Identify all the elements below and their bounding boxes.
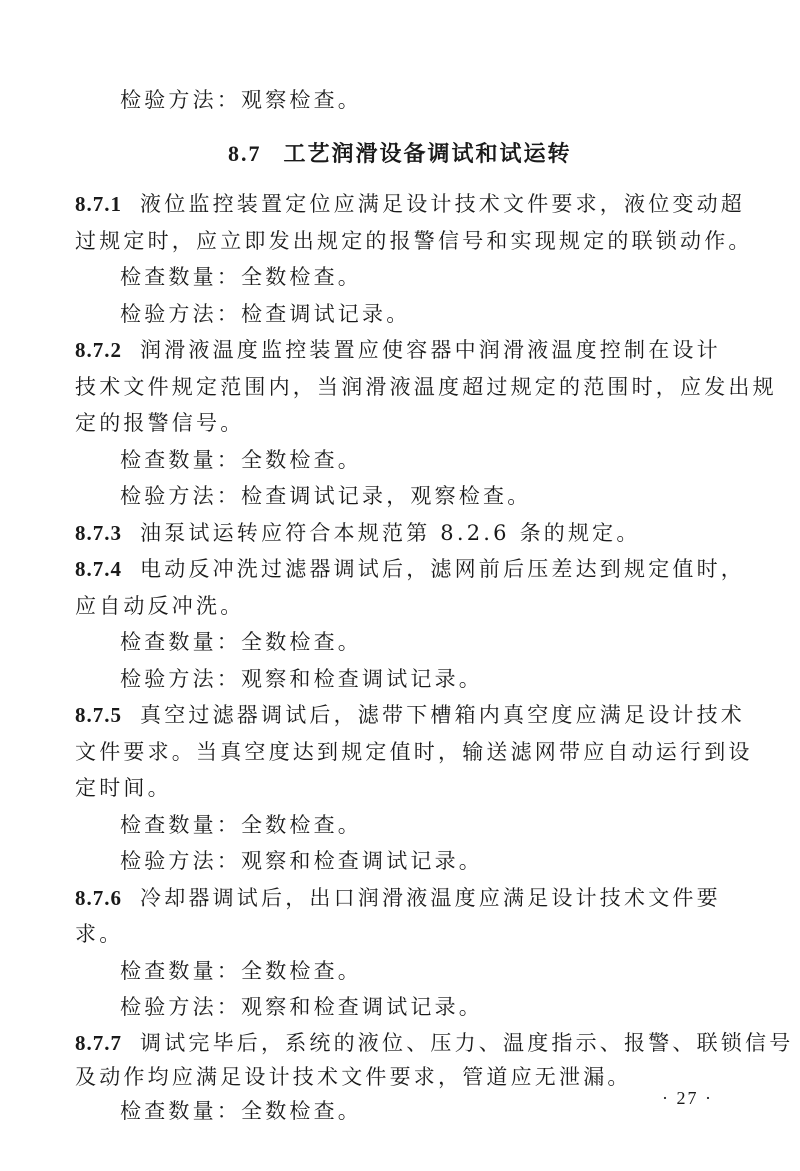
check-quantity-text: 检查数量：全数检查。 — [120, 265, 362, 289]
check-quantity-text: 检查数量：全数检查。 — [120, 448, 362, 472]
section-number: 8.7 — [228, 141, 262, 166]
clause-8-7-7 — [75, 1029, 793, 1057]
clause-text: 真空过滤器调试后，滤带下槽箱内真空度应满足设计技术 — [140, 703, 745, 727]
clause-text: 润滑液温度监控装置应使容器中润滑液温度控制在设计 — [140, 338, 721, 362]
clause-number: 8.7.6 — [75, 886, 122, 910]
check-quantity-text: 检查数量：全数检查。 — [120, 1099, 362, 1123]
clause-text: 冷却器调试后，出口润滑液温度应满足设计技术文件要 — [140, 886, 721, 910]
clause-8-7-3 — [75, 519, 641, 547]
clause-text: 定时间。 — [75, 776, 172, 800]
clause-text: 液位监控装置定位应满足设计技术文件要求，液位变动超 — [140, 192, 745, 216]
clause-number: 8.7.2 — [75, 338, 122, 362]
check-method-text: 检验方法：检查调试记录，观察检查。 — [120, 484, 532, 508]
clause-8-7-1 — [75, 190, 745, 218]
clause-8-7-4 — [75, 555, 745, 583]
clause-number: 8.7.4 — [75, 557, 122, 581]
check-quantity-text: 检查数量：全数检查。 — [120, 959, 362, 983]
check-quantity-text: 检查数量：全数检查。 — [120, 630, 362, 654]
check-method-text: 检验方法：观察和检查调试记录。 — [120, 849, 483, 873]
clause-text: 求。 — [75, 922, 124, 946]
clause-8-7-6 — [75, 884, 721, 912]
check-method-text: 检验方法：观察检查。 — [120, 88, 362, 112]
clause-number: 8.7.7 — [75, 1031, 122, 1055]
section-title: 工艺润滑设备调试和试运转 — [283, 142, 572, 167]
clause-text: 调试完毕后，系统的液位、压力、温度指示、报警、联锁信号 — [140, 1031, 794, 1055]
clause-text: 油泵试运转应符合本规范第 8.2.6 条的规定。 — [140, 521, 641, 545]
clause-number: 8.7.1 — [75, 192, 122, 216]
clause-8-7-2 — [75, 336, 721, 364]
clause-text: 电动反冲洗过滤器调试后，滤网前后压差达到规定值时， — [140, 557, 745, 581]
clause-number: 8.7.5 — [75, 703, 122, 727]
clause-text: 应自动反冲洗。 — [75, 594, 245, 618]
clause-number: 8.7.3 — [75, 521, 122, 545]
check-method-text: 检验方法：观察和检查调试记录。 — [120, 667, 483, 691]
check-quantity-text: 检查数量：全数检查。 — [120, 813, 362, 837]
page-number: · 27 · — [662, 1088, 713, 1108]
clause-text: 技术文件规定范围内，当润滑液温度超过规定的范围时，应发出规 — [75, 375, 777, 399]
section-heading — [228, 140, 572, 169]
check-method-text: 检验方法：观察和检查调试记录。 — [120, 995, 483, 1019]
clause-text: 定的报警信号。 — [75, 411, 245, 435]
clause-text: 文件要求。当真空度达到规定值时，输送滤网带应自动运行到设 — [75, 740, 753, 764]
clause-text: 及动作均应满足设计技术文件要求，管道应无泄漏。 — [75, 1065, 632, 1089]
check-method-text: 检验方法：检查调试记录。 — [120, 302, 411, 326]
clause-text: 过规定时，应立即发出规定的报警信号和实现规定的联锁动作。 — [75, 229, 753, 253]
clause-8-7-5 — [75, 701, 745, 729]
